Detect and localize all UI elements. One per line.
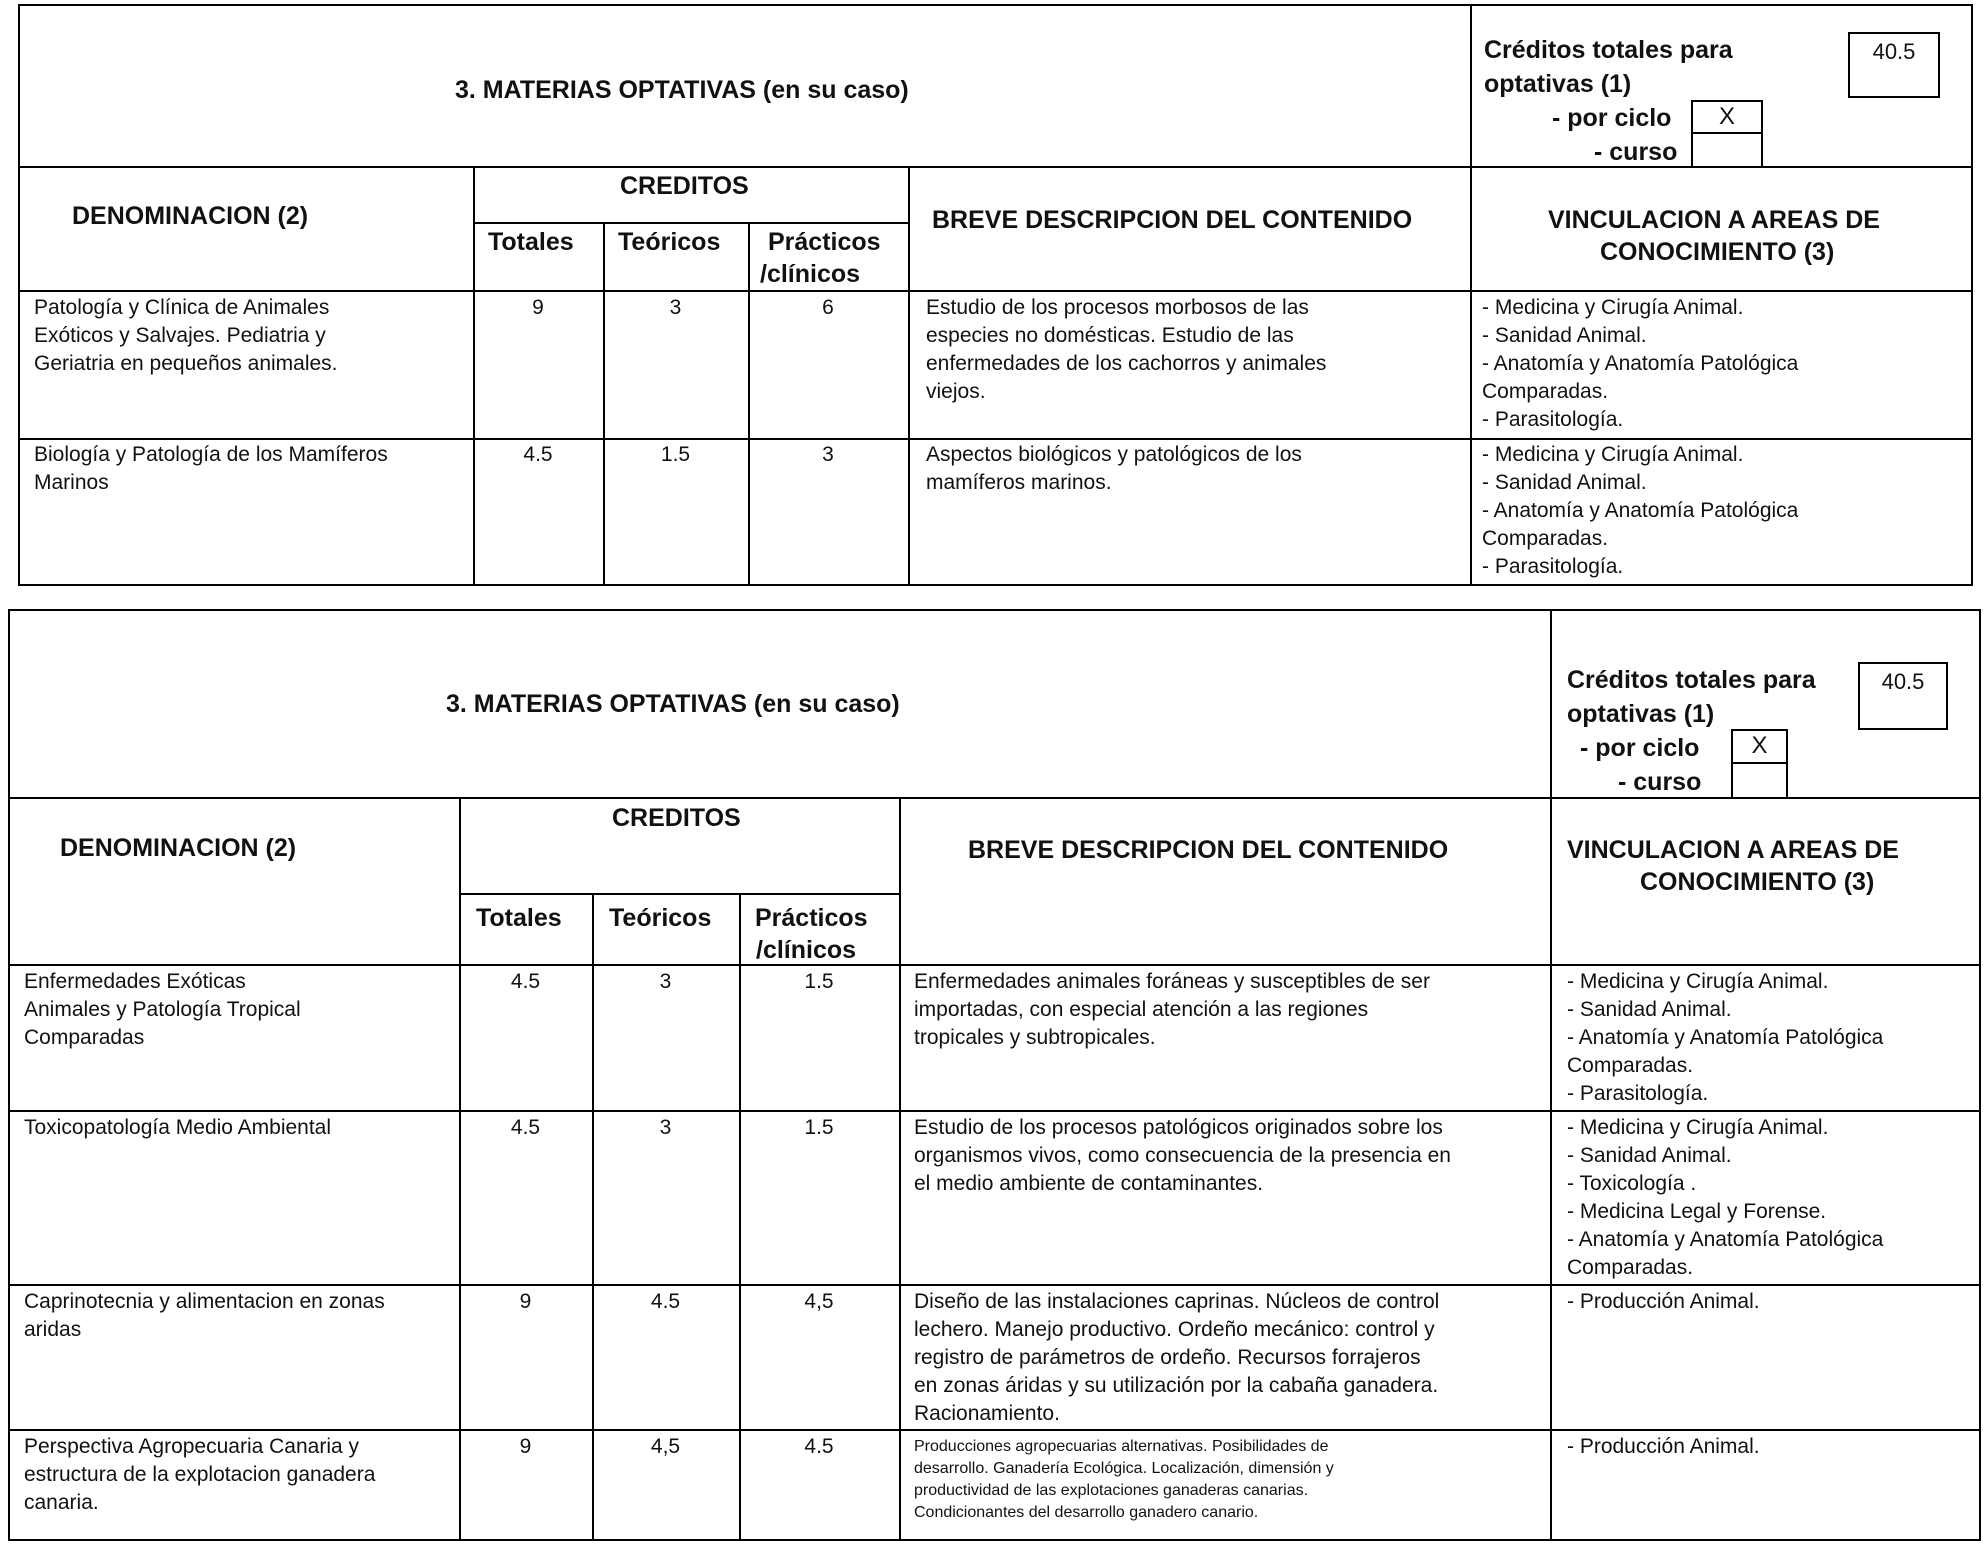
por-ciclo-checkbox[interactable]: X	[1691, 100, 1763, 134]
row-practicos: 4,5	[804, 1290, 834, 1313]
row-area-line: - Sanidad Animal.	[1482, 324, 1647, 347]
table-row-name	[24, 1433, 454, 1517]
divider	[18, 438, 1973, 440]
header-clinicos: /clínicos	[760, 260, 861, 288]
section-title: 3. MATERIAS OPTATIVAS (en su caso)	[446, 690, 900, 718]
section-title: 3. MATERIAS OPTATIVAS (en su caso)	[455, 76, 909, 104]
divider	[899, 797, 901, 1539]
row-desc-line: enfermedades de los cachorros y animales	[926, 352, 1327, 375]
row-area-line: - Medicina y Cirugía Animal.	[1567, 970, 1829, 993]
row-area-line: - Parasitología.	[1482, 555, 1624, 578]
row-area-line: - Anatomía y Anatomía Patológica	[1482, 499, 1799, 522]
row-desc-line: productividad de las explotaciones ganaderas canarias.	[914, 1482, 1309, 1499]
credits-label: Créditos totales para	[1567, 666, 1816, 694]
row-areas	[1482, 441, 1972, 581]
row-desc-line: Enfermedades animales foráneas y susceptibles de ser	[914, 970, 1430, 993]
row-area-line: - Producción Animal.	[1567, 1435, 1760, 1458]
row-name-line: Toxicopatología Medio Ambiental	[24, 1116, 332, 1139]
row-name-line: Caprinotecnia y alimentacion en zonas	[24, 1290, 385, 1313]
row-area-line: - Medicina Legal y Forense.	[1567, 1200, 1827, 1223]
row-desc-line: el medio ambiente de contaminantes.	[914, 1172, 1264, 1195]
header-creditos: CREDITOS	[620, 172, 749, 200]
por-ciclo-label: - por ciclo	[1552, 104, 1672, 132]
divider	[18, 166, 1973, 168]
row-name-line: Geriatria en pequeños animales.	[34, 352, 338, 375]
row-area-line: - Medicina y Cirugía Animal.	[1567, 1116, 1829, 1139]
row-desc-line: mamíferos marinos.	[926, 471, 1112, 494]
row-desc-line: Estudio de los procesos patológicos originados sobre los	[914, 1116, 1443, 1139]
row-desc-line: importadas, con especial atención a las regiones	[914, 998, 1369, 1021]
row-area-line: - Parasitología.	[1482, 408, 1624, 431]
row-desc-line: en zonas áridas y su utilización por la cabaña ganadera.	[914, 1374, 1439, 1397]
table-row-name	[34, 294, 464, 378]
row-totales: 9	[519, 1290, 532, 1313]
divider	[1470, 4, 1472, 584]
row-area-line: Comparadas.	[1482, 380, 1609, 403]
row-totales: 4.5	[510, 1116, 541, 1139]
row-desc-line: Racionamiento.	[914, 1402, 1060, 1425]
header-totales: Totales	[488, 228, 574, 256]
row-desc-line: Aspectos biológicos y patológicos de los	[926, 443, 1302, 466]
row-areas	[1567, 968, 1977, 1108]
row-descripcion	[926, 441, 1466, 497]
row-desc-line: desarrollo. Ganadería Ecológica. Localización, dimensión y	[914, 1460, 1334, 1477]
divider	[908, 166, 910, 584]
row-totales: 9	[532, 296, 544, 319]
divider	[8, 797, 1981, 799]
header-denominacion: DENOMINACION (2)	[72, 202, 309, 230]
row-desc-line: organismos vivos, como consecuencia de la presencia en	[914, 1144, 1451, 1167]
row-practicos: 4.5	[804, 1435, 834, 1458]
row-descripcion	[914, 1114, 1544, 1198]
row-descripcion	[926, 294, 1466, 406]
credits-total-value: 40.5	[1858, 662, 1948, 730]
row-name-line: Enfermedades Exóticas	[24, 970, 246, 993]
row-areas	[1567, 1114, 1977, 1282]
table-row-name	[34, 441, 464, 497]
header-teoricos: Teóricos	[609, 904, 712, 932]
row-practicos: 6	[822, 296, 834, 319]
header-conocimiento: CONOCIMIENTO (3)	[1640, 868, 1875, 896]
row-practicos: 1.5	[804, 1116, 834, 1139]
table-row-name	[24, 1114, 454, 1142]
row-area-line: Comparadas.	[1567, 1256, 1694, 1279]
curso-checkbox[interactable]	[1731, 762, 1788, 799]
row-practicos: 3	[822, 443, 834, 466]
row-descripcion	[914, 968, 1544, 1052]
row-teoricos: 1.5	[660, 443, 691, 466]
row-areas	[1482, 294, 1972, 434]
row-area-line: - Anatomía y Anatomía Patológica	[1482, 352, 1799, 375]
row-area-line: - Medicina y Cirugía Animal.	[1482, 296, 1744, 319]
header-descripcion: BREVE DESCRIPCION DEL CONTENIDO	[932, 206, 1413, 234]
divider	[1550, 609, 1552, 1539]
row-name-line: Perspectiva Agropecuaria Canaria y	[24, 1435, 360, 1458]
row-name-line: aridas	[24, 1318, 82, 1341]
divider	[8, 1429, 1981, 1431]
curso-label: - curso	[1594, 138, 1678, 166]
row-name-line: Patología y Clínica de Animales	[34, 296, 330, 319]
row-desc-line: especies no domésticas. Estudio de las	[926, 324, 1294, 347]
divider	[8, 1110, 1981, 1112]
table-row-name	[24, 968, 454, 1052]
header-creditos: CREDITOS	[612, 804, 741, 832]
header-clinicos: /clínicos	[756, 936, 857, 964]
row-name-line: Animales y Patología Tropical	[24, 998, 301, 1021]
por-ciclo-label: - por ciclo	[1580, 734, 1700, 762]
row-area-line: - Sanidad Animal.	[1567, 1144, 1732, 1167]
row-teoricos: 3	[659, 1116, 672, 1139]
divider	[18, 290, 1973, 292]
row-name-line: canaria.	[24, 1491, 99, 1514]
row-name-line: Comparadas	[24, 1026, 145, 1049]
row-area-line: - Anatomía y Anatomía Patológica	[1567, 1228, 1884, 1251]
credits-total-value: 40.5	[1848, 32, 1940, 98]
row-practicos: 1.5	[804, 970, 834, 993]
header-vinculacion: VINCULACION A AREAS DE	[1548, 206, 1880, 234]
row-name-line: estructura de la explotacion ganadera	[24, 1463, 376, 1486]
row-desc-line: tropicales y subtropicales.	[914, 1026, 1156, 1049]
row-totales: 4.5	[523, 443, 553, 466]
row-desc-line: viejos.	[926, 380, 986, 403]
divider	[459, 797, 461, 1539]
row-desc-line: Diseño de las instalaciones caprinas. Núcleos de control	[914, 1290, 1440, 1313]
row-desc-line: registro de parámetros de ordeño. Recursos forrajeros	[914, 1346, 1421, 1369]
row-teoricos: 3	[669, 296, 682, 319]
divider	[603, 222, 605, 584]
row-area-line: Comparadas.	[1482, 527, 1609, 550]
row-desc-line: Estudio de los procesos morbosos de las	[926, 296, 1309, 319]
row-areas	[1567, 1288, 1977, 1316]
header-teoricos: Teóricos	[618, 228, 721, 256]
divider	[8, 964, 1981, 966]
table-row-name	[24, 1288, 454, 1344]
divider	[459, 893, 899, 895]
divider	[473, 166, 475, 584]
row-desc-line: lechero. Manejo productivo. Ordeño mecánico: control y	[914, 1318, 1435, 1341]
por-ciclo-checkbox[interactable]: X	[1731, 729, 1788, 764]
row-area-line: - Producción Animal.	[1567, 1290, 1760, 1313]
credits-label: Créditos totales para	[1484, 36, 1733, 64]
row-areas	[1567, 1433, 1977, 1461]
row-area-line: - Parasitología.	[1567, 1082, 1709, 1105]
row-desc-line: Producciones agropecuarias alternativas. Posibilidades de	[914, 1438, 1329, 1455]
row-desc-line: Condicionantes del desarrollo ganadero canario.	[914, 1504, 1259, 1521]
row-area-line: - Medicina y Cirugía Animal.	[1482, 443, 1744, 466]
row-name-line: Marinos	[34, 471, 109, 494]
row-name-line: Biología y Patología de los Mamíferos	[34, 443, 388, 466]
row-area-line: - Anatomía y Anatomía Patológica	[1567, 1026, 1884, 1049]
row-teoricos: 3	[659, 970, 672, 993]
row-area-line: Comparadas.	[1567, 1054, 1694, 1077]
header-conocimiento: CONOCIMIENTO (3)	[1600, 238, 1835, 266]
header-totales: Totales	[476, 904, 562, 932]
credits-label: optativas (1)	[1484, 70, 1632, 98]
curso-checkbox[interactable]	[1691, 132, 1763, 168]
header-vinculacion: VINCULACION A AREAS DE	[1567, 836, 1899, 864]
row-descripcion	[914, 1436, 1544, 1524]
row-teoricos: 4,5	[650, 1435, 681, 1458]
header-practicos: Prácticos	[768, 228, 881, 256]
curso-label: - curso	[1618, 768, 1702, 796]
row-area-line: - Sanidad Animal.	[1567, 998, 1732, 1021]
row-descripcion	[914, 1288, 1544, 1428]
row-totales: 9	[519, 1435, 532, 1458]
credits-label: optativas (1)	[1567, 700, 1715, 728]
row-totales: 4.5	[510, 970, 541, 993]
divider	[8, 1284, 1981, 1286]
header-practicos: Prácticos	[755, 904, 868, 932]
header-denominacion: DENOMINACION (2)	[60, 834, 297, 862]
row-name-line: Exóticos y Salvajes. Pediatria y	[34, 324, 326, 347]
header-descripcion: BREVE DESCRIPCION DEL CONTENIDO	[968, 836, 1449, 864]
row-teoricos: 4.5	[650, 1290, 681, 1313]
divider	[748, 222, 750, 584]
divider	[473, 222, 908, 224]
row-area-line: - Toxicología .	[1567, 1172, 1697, 1195]
row-area-line: - Sanidad Animal.	[1482, 471, 1647, 494]
